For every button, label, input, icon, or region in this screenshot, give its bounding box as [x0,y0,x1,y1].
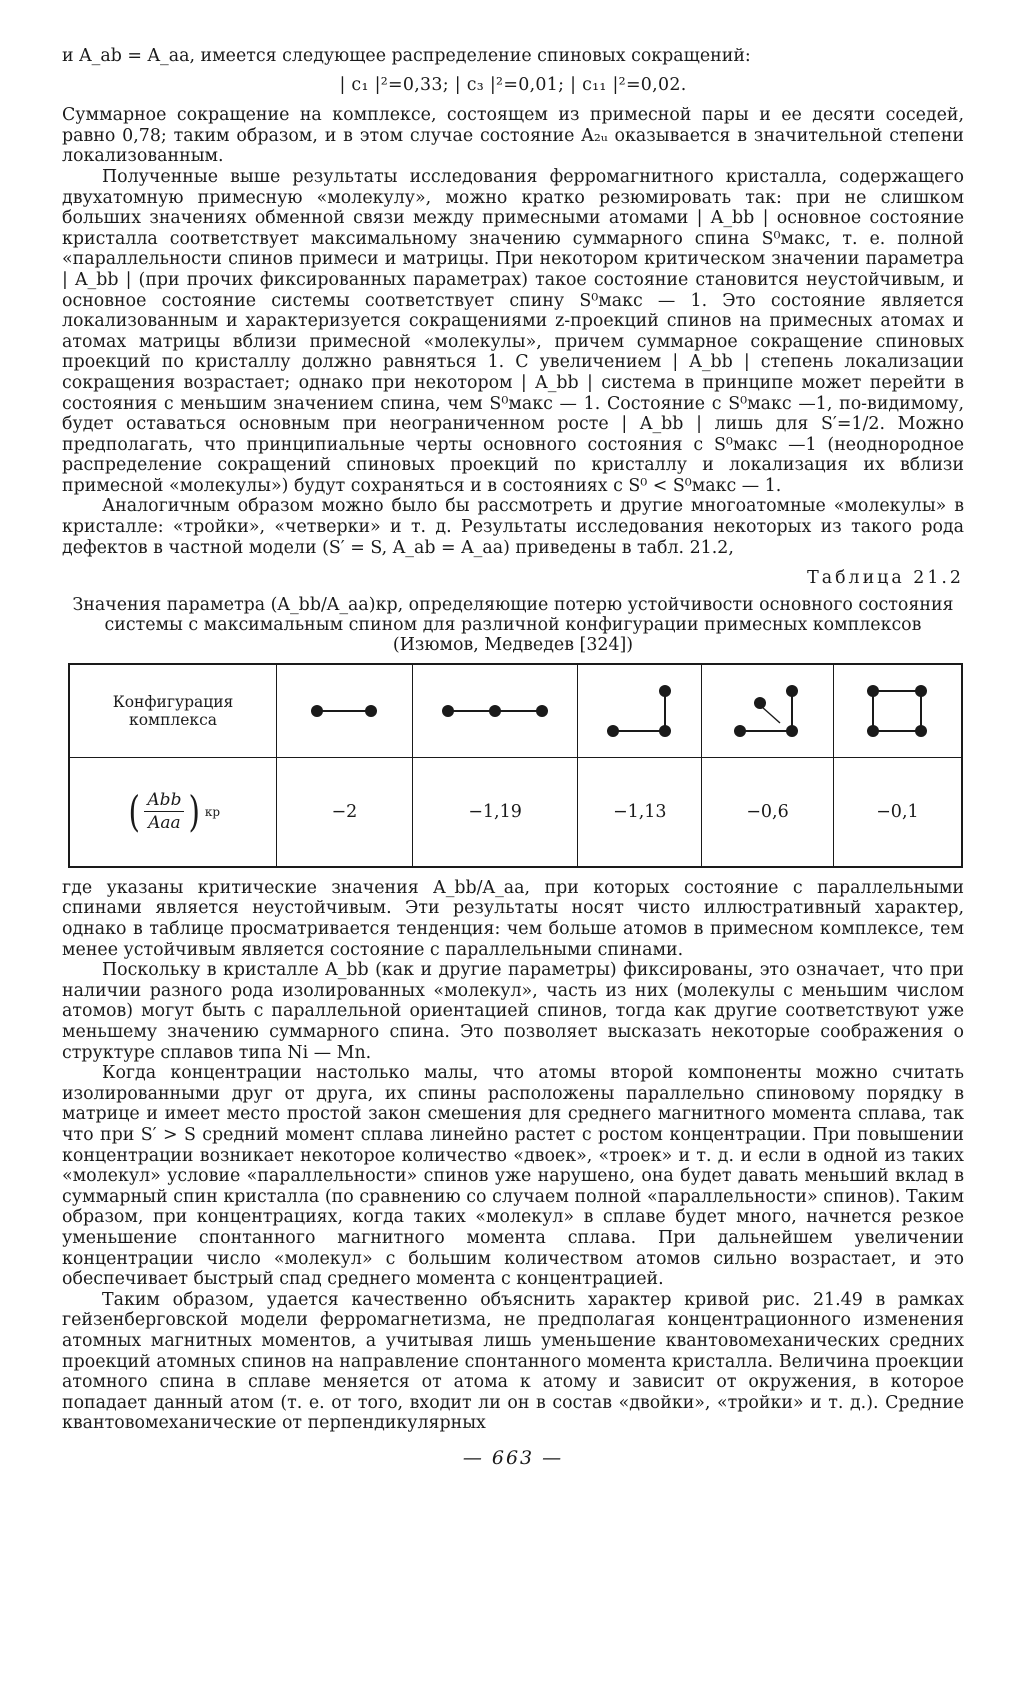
config-pair-diagram [277,664,413,758]
table-value: −0,1 [833,757,962,867]
paragraph-4: где указаны критические значения A_bb/A_aa, при которых состояние с параллельными спинами является неустойчивым. Эти результаты носят чисто иллюстративный характер, однако в таблице просматривается тенденция: чем больше атомов в примесном комплексе, тем менее устойчивым является состояние с параллельными спинами. [62,877,964,960]
table-value: −1,19 [412,757,578,867]
table-caption: Значения параметра (A_bb/A_aa)кр, определяющие потерю устойчивости основного состояния системы с максимальным спином для различной конфигурации примесных комплексов (Изюмов, Медведев [324]) [72,594,954,655]
table-header-configuration: Конфигурация комплекса [69,664,277,758]
paragraph-1: Суммарное сокращение на комплексе, состоящем из примесной пары и ее десяти соседей, равно 0,78; таким образом, и в этом случае состояние A₂ᵤ оказывается в значительной степени локализованным. [62,105,964,167]
critical-values-table [68,663,963,868]
paragraph-2: Полученные выше результаты исследования ферромагнитного кристалла, содержащего двухатомную примесную «молекулу», можно кратко резюмировать так: при не слишком больших значениях обменной связи между примесными атомами | A_bb | основное состояние кристалла соответствует максимальному значению суммарного спина S⁰макс, т. е. полной «параллельности спинов примеси и матрицы. При некотором критическом значении параметра | A_bb | (при прочих фиксированных параметрах) такое состояние становится неустойчивым, и основное состояние системы соответствует спину S⁰макс — 1. Это состояние является локализованным и характеризуется сокращениями z-проекций спинов на примесных атомах и атомах матрицы вблизи примесной «молекулы», причем суммарное сокращение спиновых проекций по кристаллу должно равняться 1. С увеличением | A_bb | степень локализации сокращения возрастает; однако при некотором | A_bb | система в принципе может перейти в состояния с меньшим значением спина, чем S⁰макс — 1. Состояние с S⁰макс —1, по-видимому, будет оставаться основным при неограниченном росте | A_bb | лишь для S′=1/2. Можно предполагать, что принципиальные черты основного состояния с S⁰макс —1 (неоднородное распределение сокращений спиновых проекций по кристаллу и локализация их вблизи примесной «молекулы») будут сохраняться и в состояниях с S⁰ < S⁰макс — 1. [62,166,964,496]
text-line-intro: и A_ab = A_aa, имеется следующее распределение спиновых сокращений: [62,46,751,66]
ratio-denominator: Aaa [148,813,181,834]
config-quad-diagram [702,664,834,758]
table-value: −2 [277,757,413,867]
page-number: — 663 — [462,1446,564,1469]
table-label: Таблица 21.2 [807,568,964,589]
page-body [62,46,964,1468]
ratio-numerator: Abb [144,790,184,813]
spin-reduction-formula: | c₁ |²=0,33; | c₃ |²=0,01; | c₁₁ |²=0,02. [339,74,687,95]
table-value: −0,6 [702,757,834,867]
ratio-subscript: кр [204,804,221,819]
config-square-diagram [833,664,962,758]
config-corner-diagram [578,664,702,758]
paragraph-5: Поскольку в кристалле A_bb (как и другие параметры) фиксированы, это означает, что при наличии разного рода изолированных «молекул», часть из них (молекулы с меньшим числом атомов) могут быть с параллельной ориентацией спинов, тогда как другие соответствуют уже меньшему значению суммарного спина. Это позволяет высказать некоторые соображения о структуре сплавов типа Ni — Mn. [62,960,964,1063]
config-chain-diagram [412,664,578,758]
paragraph-7: Таким образом, удается качественно объяснить характер кривой рис. 21.49 в рамках гейзенберговской модели ферромагнетизма, не предполагая концентрационного изменения атомных магнитных моментов, а учитывая лишь уменьшение квантовомеханических средних проекций атомных спинов на направление спонтанного момента кристалла. Величина проекции атомного спина в сплаве меняется от атома к атому и зависит от окружения, в которое попадает данный атом (т. е. от того, входит ли он в состав «двойки», «тройки» и т. д.). Средние квантовомеханические от перпендикулярных [62,1289,964,1434]
paragraph-3: Аналогичным образом можно было бы рассмотреть и другие многоатомные «молекулы» в кристалле: «тройки», «четверки» и т. д. Результаты исследования некоторых из такого рода дефектов в частной модели (S′ = S, A_ab = A_aa) приведены в табл. 21.2, [62,496,964,558]
paragraph-6: Когда концентрации настолько малы, что атомы второй компоненты можно считать изолированными друг от друга, их спины расположены параллельно спиновому порядку в матрице и имеет место простой закон смешения для среднего магнитного момента сплава, так что при S′ > S средний момент сплава линейно растет с ростом концентрации. При повышении концентрации возникает некоторое количество «двоек», «троек» и т. д. и если в одной из таких «молекул» условие «параллельности» спинов уже нарушено, она будет давать меньший вклад в суммарный спин кристалла (по сравнению со случаем полной «параллельности» спинов). Таким образом, при концентрациях, когда таких «молекул» в сплаве будет много, начнется резкое уменьшение спонтанного магнитного момента сплава. При дальнейшем увеличении концентрации число «молекул» с большим количеством атомов сильно возрастает, и это обеспечивает быстрый спад среднего момента с концентрацией. [62,1063,964,1290]
table-header-ratio: ( $\frac{\text{Abb}}{\text{Aaa}}$ ) кр [69,757,277,867]
table-value: −1,13 [578,757,702,867]
